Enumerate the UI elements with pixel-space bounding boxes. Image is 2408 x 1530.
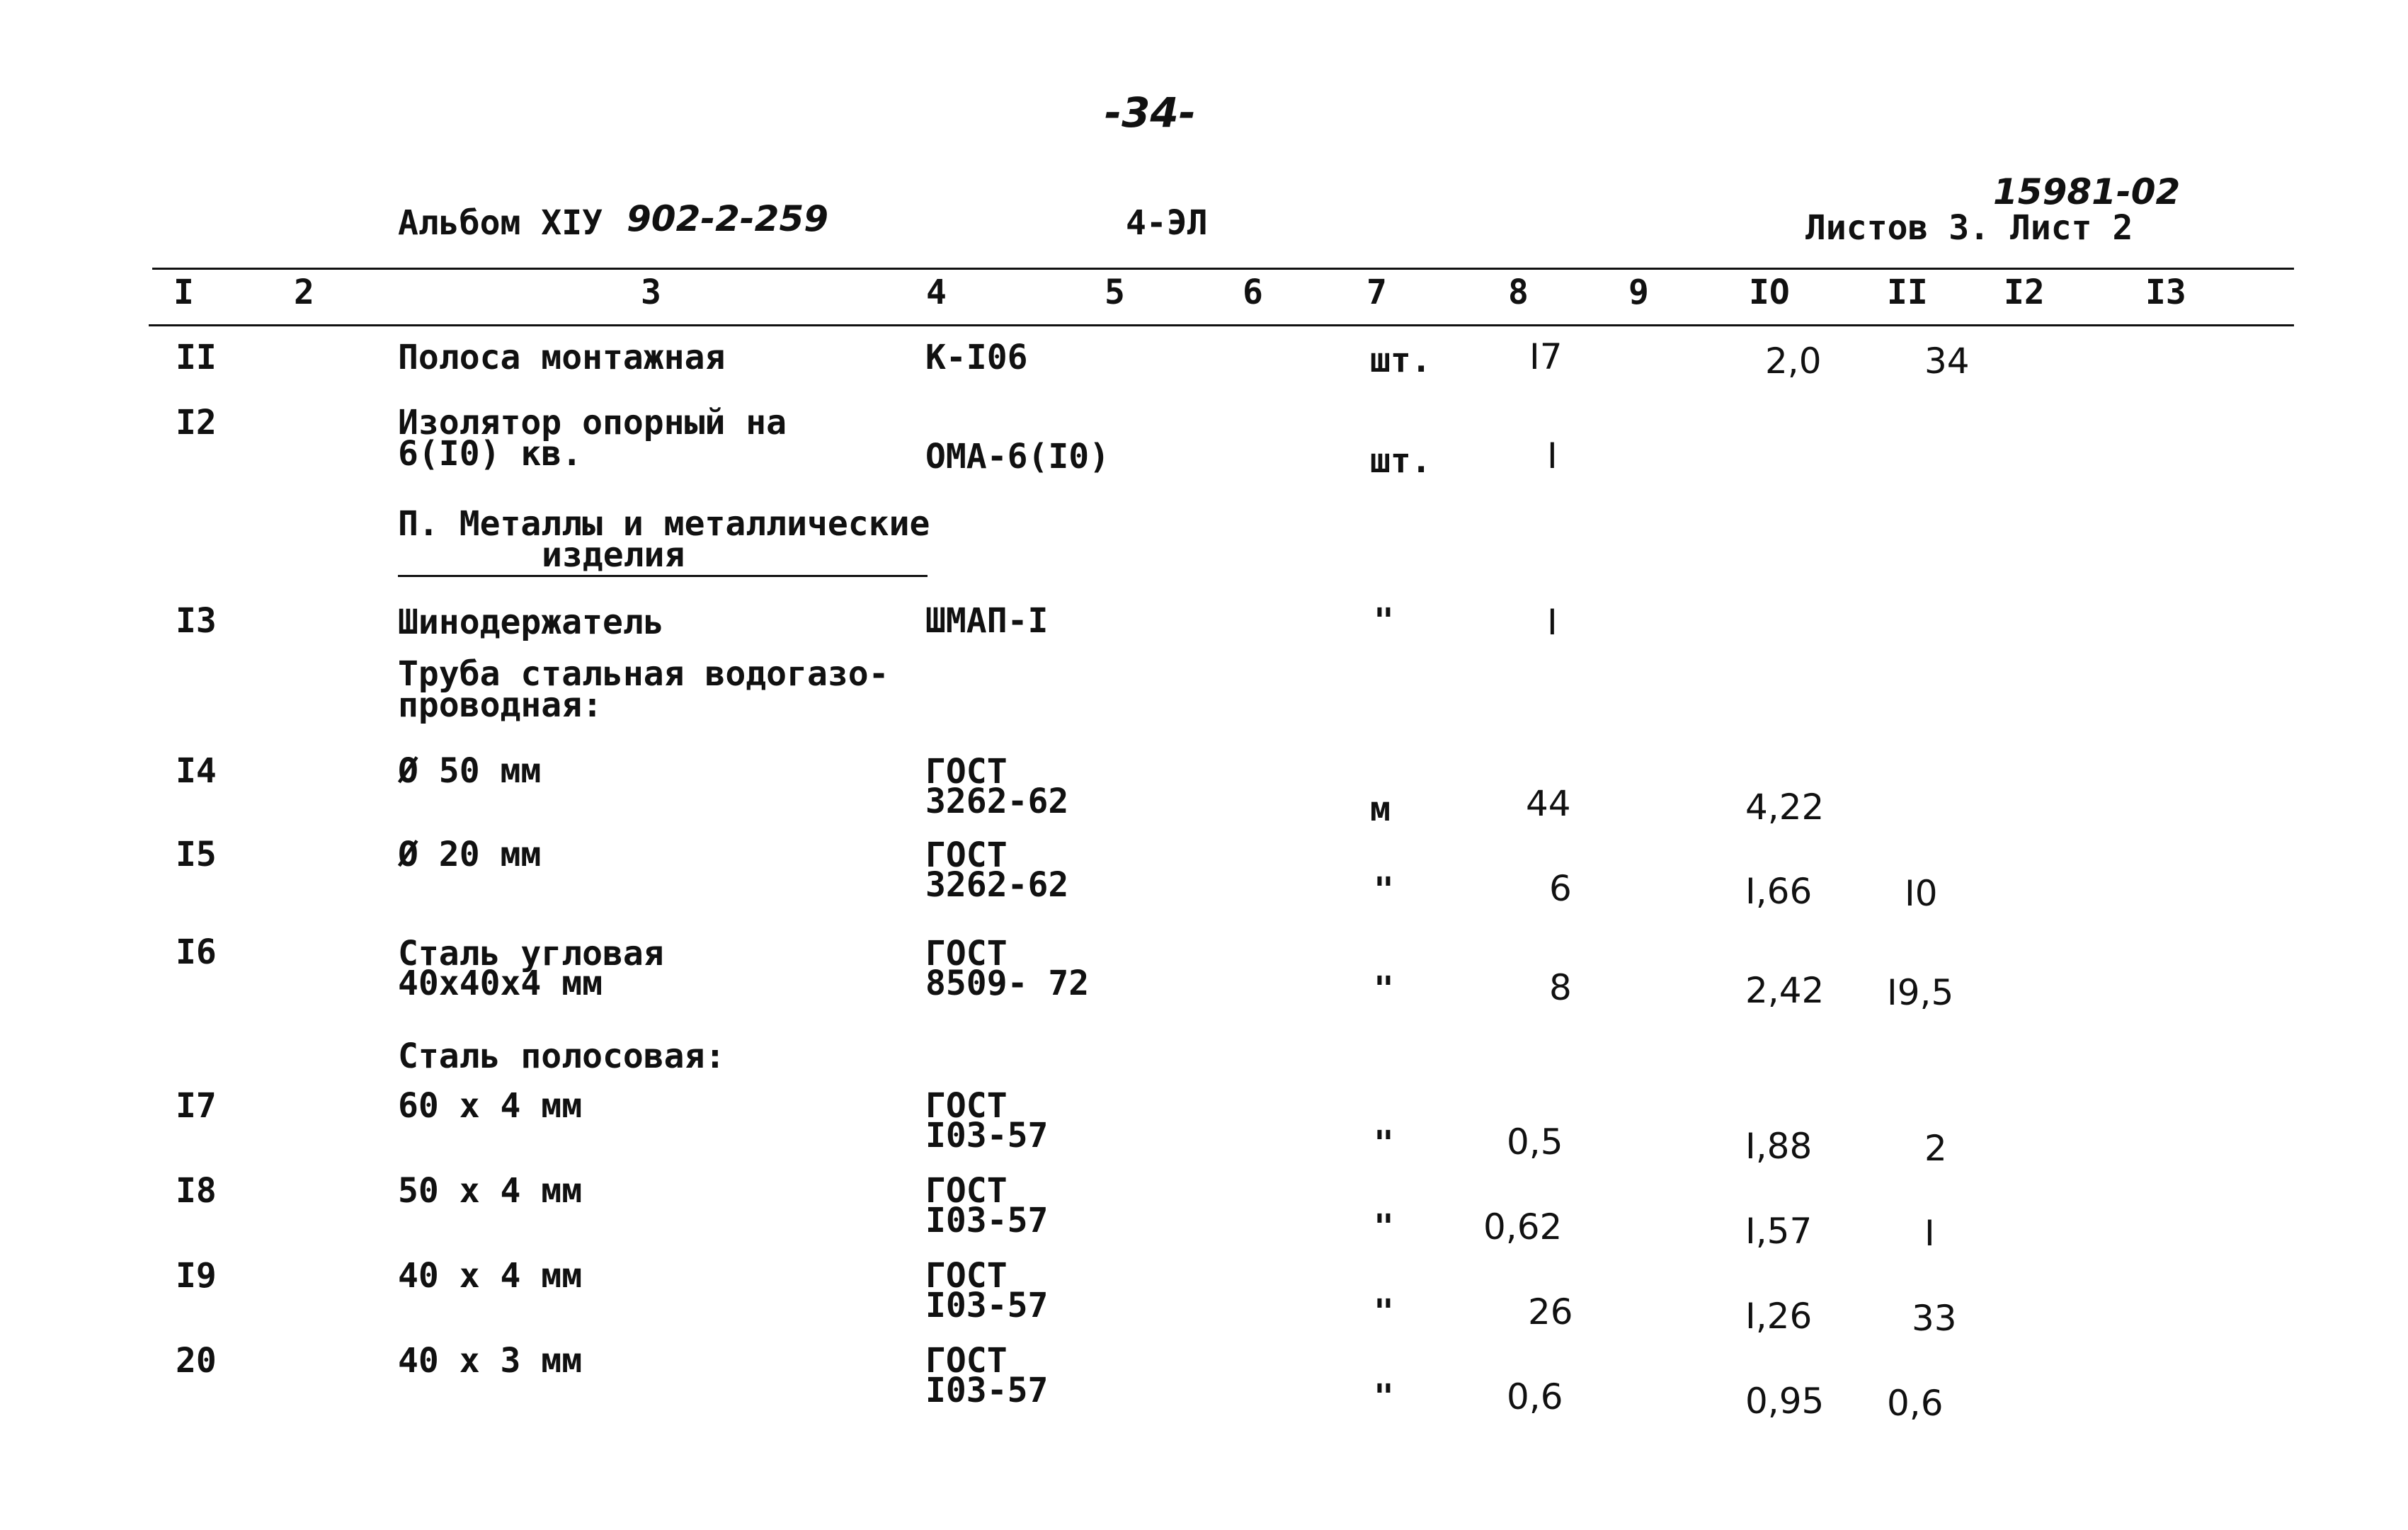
col-header: 5 — [1105, 273, 1125, 312]
item-unit-mass: 0,95 — [1745, 1381, 1825, 1422]
item-unit: " — [1374, 969, 1394, 1009]
item-unit: " — [1374, 1292, 1394, 1332]
item-unit: " — [1374, 1207, 1394, 1247]
page-number: -34- — [1105, 89, 1196, 137]
table-top-rule — [152, 268, 2294, 270]
item-unit: шт. — [1370, 441, 1432, 481]
item-quantity: 0,6 — [1507, 1376, 1563, 1417]
item-unit-mass: I,88 — [1745, 1126, 1813, 1167]
item-unit: шт. — [1370, 341, 1432, 380]
item-designation: ГОСТ — [925, 835, 1008, 875]
item-name: Изолятор опорный на — [398, 403, 787, 443]
item-name: Ø 20 мм — [398, 835, 542, 874]
col-header: 3 — [641, 273, 661, 312]
item-designation: I03-57 — [925, 1371, 1049, 1410]
col-header: 2 — [294, 273, 314, 312]
col-header: I3 — [2145, 273, 2186, 312]
item-designation: К-I06 — [925, 338, 1028, 377]
item-unit-mass: I,66 — [1745, 871, 1813, 912]
position-number: I2 — [176, 403, 217, 443]
group-title: Сталь полосовая: — [398, 1037, 726, 1076]
item-name: Ø 50 мм — [398, 751, 542, 791]
item-designation: ШМАП-I — [925, 601, 1049, 641]
item-quantity: I — [1547, 602, 1558, 643]
item-unit: " — [1374, 601, 1394, 641]
table-header-rule — [149, 324, 2294, 326]
item-quantity: I7 — [1529, 336, 1563, 377]
item-name: 40 х 4 мм — [398, 1256, 583, 1296]
item-quantity: 0,62 — [1483, 1206, 1563, 1248]
item-designation: I03-57 — [925, 1201, 1049, 1240]
item-designation: I03-57 — [925, 1116, 1049, 1155]
item-quantity: 26 — [1528, 1291, 1573, 1332]
group-title: Труба стальная водогазо- — [398, 654, 889, 694]
position-number: I8 — [176, 1171, 217, 1211]
item-total-mass: I — [1924, 1213, 1935, 1254]
item-quantity: 8 — [1549, 967, 1572, 1008]
col-header: 7 — [1366, 273, 1387, 312]
item-total-mass: 34 — [1924, 341, 1970, 382]
item-name: Сталь угловая — [398, 934, 664, 974]
item-designation: 3262-62 — [925, 865, 1069, 905]
col-header: I2 — [2004, 273, 2045, 312]
item-unit-mass: 2,0 — [1765, 341, 1822, 382]
item-designation: ОМА-6(I0) — [925, 437, 1110, 476]
item-name: 40 х 3 мм — [398, 1341, 583, 1381]
item-name: Шинодержатель — [398, 603, 664, 642]
document-code: 15981-02 — [1993, 171, 2181, 212]
item-unit-mass: 4,22 — [1745, 787, 1825, 828]
item-unit: " — [1374, 870, 1394, 910]
item-designation: 8509- 72 — [925, 964, 1090, 1003]
position-number: II — [176, 338, 217, 377]
position-number: I4 — [176, 751, 217, 791]
section-title: П. Металлы и металлические — [398, 504, 930, 544]
position-number: I6 — [176, 932, 217, 972]
item-designation: ГОСТ — [925, 752, 1008, 792]
col-header: IO — [1749, 273, 1790, 312]
item-unit: " — [1374, 1124, 1394, 1163]
section-underline — [398, 575, 928, 577]
position-number: I7 — [176, 1086, 217, 1126]
sheets-info: Листов 3. Лист 2 — [1805, 208, 2133, 248]
position-number: 20 — [176, 1341, 217, 1381]
item-designation: ГОСТ — [925, 1086, 1008, 1126]
item-unit-mass: I,57 — [1745, 1211, 1813, 1252]
position-number: I9 — [176, 1256, 217, 1296]
item-name: 40х40х4 мм — [398, 964, 603, 1003]
item-designation: ГОСТ — [925, 1256, 1008, 1296]
album-code: 902-2-259 — [627, 198, 829, 239]
album-label: Альбом XIУ — [398, 203, 603, 243]
position-number: I3 — [176, 601, 217, 641]
group-title: проводная: — [398, 685, 603, 725]
item-quantity: 6 — [1549, 868, 1572, 909]
item-unit-mass: I,26 — [1745, 1296, 1813, 1337]
item-quantity: 44 — [1526, 783, 1571, 824]
item-unit: " — [1374, 1377, 1394, 1417]
item-designation: ГОСТ — [925, 1341, 1008, 1381]
section-code: 4-ЭЛ — [1126, 203, 1208, 243]
item-total-mass: 33 — [1912, 1298, 1957, 1339]
item-name: Полоса монтажная — [398, 338, 726, 377]
item-name: 60 х 4 мм — [398, 1086, 583, 1126]
col-header: II — [1887, 273, 1928, 312]
col-header: 6 — [1243, 273, 1263, 312]
item-total-mass: I0 — [1905, 873, 1938, 914]
item-name: 6(I0) кв. — [398, 434, 583, 474]
item-designation: ГОСТ — [925, 1171, 1008, 1211]
item-designation: ГОСТ — [925, 934, 1008, 974]
col-header: 4 — [926, 273, 947, 312]
item-unit-mass: 2,42 — [1745, 970, 1825, 1011]
item-total-mass: 2 — [1924, 1128, 1947, 1169]
item-designation: I03-57 — [925, 1286, 1049, 1325]
item-quantity: I — [1547, 435, 1558, 476]
col-header: 8 — [1508, 273, 1529, 312]
item-quantity: 0,5 — [1507, 1121, 1563, 1163]
item-total-mass: 0,6 — [1887, 1383, 1944, 1424]
col-header: I — [173, 273, 194, 312]
section-title: изделия — [542, 535, 685, 575]
col-header: 9 — [1628, 273, 1649, 312]
item-total-mass: I9,5 — [1887, 972, 1954, 1013]
position-number: I5 — [176, 835, 217, 874]
item-unit: м — [1370, 789, 1391, 829]
item-designation: 3262-62 — [925, 782, 1069, 821]
item-name: 50 х 4 мм — [398, 1171, 583, 1211]
